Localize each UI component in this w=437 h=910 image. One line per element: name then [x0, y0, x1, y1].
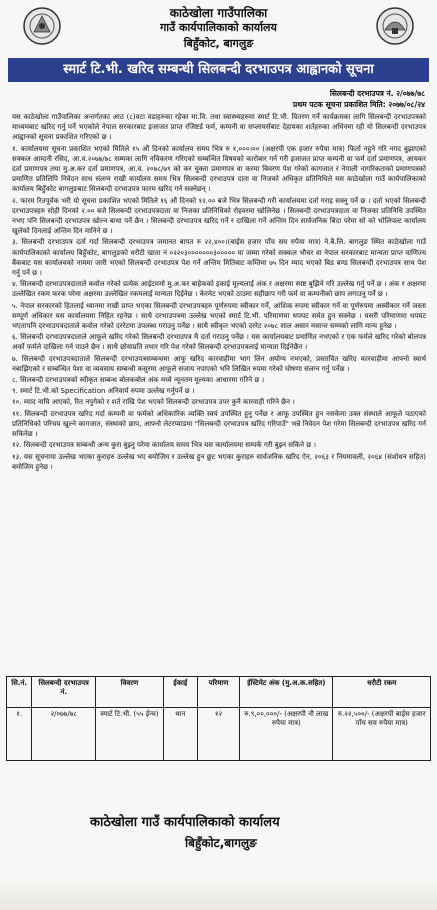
condition-3: ३. सिलबन्दी दरभाउपत्र दर्ता गर्दा सिलबन्दी दरभाउपत्र जमानत बापत रु २२,४००।(बाईस हजार पाँच सय रुपैया मात्र) ने.बै.लि. बागलुङ स्थित काठेखोला गाउँ कार्यपालिकाको कार्यालय बिहुँकोट, बागलुङको धरौटी खाता नं ०२२०३०००००००३००००० मा जम्मा गरेको सक्कल भौचर वा नेपाल सरकारबाट मान्यता प्राप्त वाणिज्य बैंकबाट यस कार्यालयको नाममा जारी भएको सिलबन्दी दरभाउपत्र पेश गर्ने अन्तिम मितिबाट कम्तिमा ७५ दिन म्याद भएको बिड बण्ड सिलबन्दी दरभाउपत्र साथ पेश गर्नु पर्ने छ ।	[12, 238, 426, 278]
notice-reference	[293, 88, 425, 110]
condition-10: १०. म्याद नाघि आएको, रित नपुगेको र शर्त राखि पेश भएको सिलबन्दी दरभाउपत्र उपर कुनै कारवाही गरिने छैन ।	[12, 398, 295, 407]
col-header-sn: सि.नं.	[7, 677, 32, 708]
condition-7: ७. सिलबन्दी दरभाउपत्रदाताले सिलबन्दी दरभाउपत्रसम्बन्धमा आफू खरिद कारवाहीमा भाग लिन अयोग्य नभएको, प्रस्तावित खरिद कारवाहीमा आफ्नो स्वार्थ नबाझिएको र सम्बन्धित पेशा वा व्यवसाय सम्बन्धी कसुरमा आफूले सजाय नपाएको भनि लिखित रुपमा गरेको घोषणा संलग्न गर्नु पर्नेछ ।	[12, 354, 426, 373]
cell-description: स्मार्ट टि.भी. (५५ ईन्च)	[96, 708, 164, 761]
table-header-row	[7, 677, 431, 708]
cell-notice-no: २/०७७/७८	[32, 708, 96, 761]
page-bottom-edge	[0, 880, 437, 910]
condition-5: ५. नेपाल सरकारको हितलाई ध्यानमा राखी प्राप्त भएका सिलबन्दी दरभाउपत्रहरु पूर्णरुपमा स्वीकार गर्ने, आंशिक रुपमा स्वीकार गर्ने वा पूर्णरुपमा अस्वीकार गर्ने जस्ता सम्पूर्ण अधिकार यस कार्यालयमा निहित रहनेछ । साथै दरभाउपत्रमा उल्लेख भएको स्मार्ट टि.भी. परिमाणमा थपघट समेत हुन सक्नेछ । यसरी परिमाणमा थपघट भएतापनि दरभाउपत्रदाताले कवोल गरेको दररेटमा उपलब्ध गराउनु पर्नेछ । साथै स्वीकृत भएको दररेट २०७८ साल असार मसान्त सम्मको लागि मान्य हुनेछ ।	[12, 301, 426, 331]
col-header-deposit: धरौटी रकम	[333, 677, 431, 708]
cell-sn: १.	[7, 708, 32, 761]
cell-quantity: १२	[197, 708, 239, 761]
condition-11: ११. सिलबन्दी दरभाउपत्र खरिद गर्दा कम्पनी वा फर्मको अधिकारिक व्यक्ति स्वयं उपस्थित हुनु पर्नेछ र आफू उपस्थित हुन नसकेमा उक्त संस्थाले आफूले पठाएको प्रतिनिधिको परिचय खुल्ने कागजात, संस्थाको छाप, आफ्नो लेटरप्याडमा "सिलबन्दी दरभाउपत्र खरिद गरिपाउँ" भन्ने निवेदन पेश गरेमा सिलबन्दी दरभाउपत्र खरिद गर्न सकिनेछ ।	[12, 409, 426, 439]
notice-body	[12, 112, 426, 473]
municipality-logo-icon	[375, 6, 415, 46]
col-header-quantity: परिमाण	[197, 677, 239, 708]
condition-6: ६. सिलबन्दी दरभाउपत्रदाताले आफूले खरिद गरेको सिलबन्दी दरभाउपत्र मै दर्ता गराउनु पर्नेछ । यस कार्यालयबाट प्रमाणित नभएको र एक फर्मले खरिद गरेको बोलपत्र अर्को फर्मले दाखिला गर्न पाउने छैन । साथै छोयाप्रति तथार गरि पेश गरेको सिलबन्दी दरभाउपत्रलाई मान्यता दिईनेछैन ।	[12, 333, 426, 352]
condition-8: ८. सिलबन्दी दरभाउपत्रको स्वीकृत सम्बन्ध बोलकबोल अंक मध्ये न्यूनतम मूल्यका आधारमा गरिने छ ।	[12, 376, 265, 385]
cell-estimate: रु.९,००,०००/- (अक्षरपी नौ लाख रुपैया मात्र)	[240, 708, 333, 761]
publication-date: प्रथम पटक सूचना प्रकाशित मिति: २०७७/०८/२४	[293, 100, 425, 109]
col-header-unit: ईकाई	[163, 677, 197, 708]
table-row	[7, 708, 431, 761]
condition-1: १. कार्यालयमा सूचना प्रकाशित भएको मितिले १५ औं दिनको कार्यालय समय भित्र रु १,०००।०० (अक्षरपी एक हजार रुपैया मात्र) फिर्ता नहुने गरि नगद बुझाएको सक्कल आम्दनी रसिद, आ.व.२०७७/७८ सम्मका लागि नविकरण गरिएको सम्बन्धित विषयको कारोबार गर्न गरी इजाजत प्राप्त कम्पनी वा फर्म दर्ता प्रमाणपत्र, आयकर दर्ता प्रमाणपत्र तथा मु.अ.कर दर्ता प्रमाणपत्र, आ.व. २०७८/७९ को कर चुक्ता प्रमाणपत्र वा करमा बिवरण पेश गरेको कागजात र नेपाली नागरिकताको प्रमाणपत्रको प्रमाणित प्रतिलिपि निवेदन साथ संलग्न राखी कार्यालय समय भित्र सिलबन्दी दरभाउपत्र दाता वा निजको अधिकृत प्रतिनिधिले यस काठेखोला गाउँ कार्यपालिकाको कार्यालय बिहुँकोट बागलुङबाट सिलबन्दी दरभाउपत्र फारम खरिद गर्न सक्नेछन् ।	[12, 144, 426, 194]
office-name: गाउँ कार्यपालिकाको कार्यालय	[160, 21, 277, 34]
condition-13: १३. यस सूचनामा उल्लेख भएका कुराहरु उल्लेख भए बमोजिम र उल्लेख हुन छुट भएका कुराहरु सार्वजनिक खरिद ऐन, २०६३ र नियमावली, २०६४ (संशोधन सहित) बमोजिम हुनेछ ।	[12, 452, 426, 471]
notice-header	[0, 2, 437, 58]
bid-details-table	[6, 676, 431, 761]
condition-9: ९. स्मार्ट टि.भी.को Specification अनिवार्य रुपमा उल्लेख गर्नुपर्ने छ ।	[12, 387, 195, 396]
office-location: बिहुँकोट, बागलुङ	[183, 37, 254, 50]
signing-office: काठेखोला गाउँ कार्यपालिकाको कार्यालय	[90, 815, 280, 830]
signing-location: बिहुँकोट,बागलुङ	[185, 836, 257, 850]
cell-deposit: रु.२२,५००/- (अक्षरपी बाईस हजार पाँच सय रुपैया मात्र)	[333, 708, 431, 761]
col-header-description: विवरण	[96, 677, 164, 708]
condition-4: ४. सिलबन्दी दरभाउपत्रदाताले कवोल गरेको प्रत्येक आईटममो मु.अ.कर बाहेकको इकाई मूल्यलाई अंक र अक्षरमा स्पष्ट बुझिने गरि उल्लेख गर्नु पर्ने छ । अंक र अक्षरमा उल्लेखित रकम फरक परेमा अक्षरमा उल्लेखित रकमलाई मान्यता दिईनेछ । केरमेट भएको ठाउमा सहीछाप गरी फर्म वा कम्पनीको छाप लगाउनु पर्ने छ ।	[12, 280, 426, 299]
col-header-notice-no: सिलबन्दी दरभाउपत्र नं.	[32, 677, 96, 708]
condition-2: २. फारम रितपूर्वक भरी यो सूचना प्रकाशित भएको मितिले १६ औं दिनको १२.०० बजे भित्र सिलबन्दी गरी कार्यालयमा दर्ता गराइ सक्नु पर्ने छ । दर्ता भएको सिलबन्दी दरभाउपत्रहरु सोही दिनको २.०० बजे सिलबन्दी दरभाउपत्रदाता वा निजका प्रतिनिधिको रोहवरमा खोलिनेछ । सिलबन्दी दरभाउपत्रदाता वा निजका प्रतिनिधि उपस्थित नभए पनि सिलबन्दी दरभाउपत्र खोल्न बाधा पर्ने छैन । सिलबन्दी दरभाउपत्र खरिद गर्ने र दाखिला गर्ने अन्तिम दिन सार्वजनिक बिदा परेमा सो को भोलिपल्ट कार्यालय खुलेको दिनलाई अन्तिम दिन मानिने छ ।	[12, 196, 426, 236]
municipality-name: काठेखोला गाउँपालिका	[169, 6, 268, 20]
col-header-estimate: ईस्टिमेट अंक (मु.अ.क.सहित)	[240, 677, 333, 708]
cell-unit: थान	[163, 708, 197, 761]
condition-12: १२. सिलबन्दी दरभाउपत्र सम्बन्धी अन्य कुरा बुझ्नु परेमा कार्यालय समय भित्र यस कार्यालयमा सम्पर्क गरी बुझ्न सकिने छ ।	[12, 441, 317, 450]
notice-number: सिलबन्दी दरभाउपत्र नं. २/०७७/७८	[329, 89, 425, 98]
intro-paragraph: यस काठेखोला गाउँपालिका अन्तर्गतका आठ (८)वटा वडाहरुका रहेका मा.वि. तथा स्वास्थ्यहरुमा स्मार्ट टि.भी. वितरण गर्ने कार्यक्रमका लागि सिलबन्दी दरभाउपत्रको माध्यमबाट खरिद गर्नु पर्ने भएकोले नेपाल सरकारबाट इजाजत प्राप्त रजिष्टर्ड फर्म, कम्पनी वा सप्लायर्सबाट देहायका शर्तहरुका अधिनमा रही यो सिलबन्दी दरभाउपत्र आह्वानको सूचना प्रकाशित गरिएको छ ।	[12, 113, 426, 142]
notice-title-banner: स्मार्ट टि.भी. खरिद सम्बन्धी सिलबन्दी दरभाउपत्र आह्वानको सूचना	[8, 58, 429, 82]
